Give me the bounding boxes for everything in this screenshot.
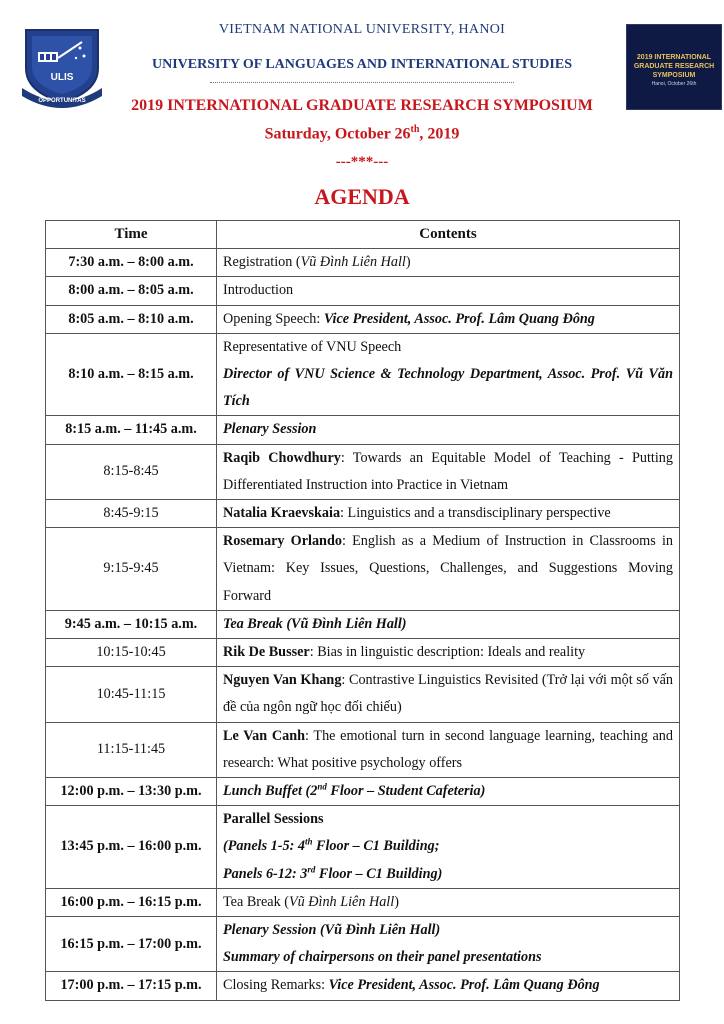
header-divider: ---***--- [335, 154, 389, 170]
table-row [46, 277, 680, 305]
row-time: 8:10 a.m. – 8:15 a.m. [46, 333, 217, 416]
table-row [46, 249, 680, 277]
table-row [46, 778, 680, 806]
row-contents: Raqib Chowdhury: Towards an Equitable Model of Teaching - Putting Differentiated Instruction into Practice in Vietnam [217, 444, 680, 499]
row-contents: Le Van Canh: The emotional turn in second language learning, teaching and research: What positive psychology offers [217, 722, 680, 777]
header-rule [210, 82, 514, 83]
row-contents: Natalia Kraevskaia: Linguistics and a transdisciplinary perspective [217, 500, 680, 528]
row-contents: Rik De Busser: Bias in linguistic description: Ideals and reality [217, 639, 680, 667]
table-row [46, 972, 680, 1000]
row-time: 7:30 a.m. – 8:00 a.m. [46, 249, 217, 277]
header-symposium: 2019 INTERNATIONAL GRADUATE RESEARCH SYMPOSIUM [131, 97, 593, 114]
row-time: 8:15 a.m. – 11:45 a.m. [46, 416, 217, 444]
table-row [46, 333, 680, 416]
row-time: 8:45-9:15 [46, 500, 217, 528]
row-time: 11:15-11:45 [46, 722, 217, 777]
table-row [46, 639, 680, 667]
row-contents: Introduction [217, 277, 680, 305]
header-date: Saturday, October 26th, 2019 [264, 124, 460, 143]
table-row [46, 917, 680, 972]
page-title: AGENDA [314, 184, 410, 209]
table-row [46, 667, 680, 722]
table-row [46, 806, 680, 889]
row-contents: Nguyen Van Khang: Contrastive Linguistics Revisited (Trở lại với một số vấn đề của ngôn ngữ học đối chiếu) [217, 667, 680, 722]
row-time: 9:45 a.m. – 10:15 a.m. [46, 610, 217, 638]
col-contents-header: Contents [217, 221, 680, 249]
row-time: 17:00 p.m. – 17:15 p.m. [46, 972, 217, 1000]
row-contents: Opening Speech: Vice President, Assoc. Prof. Lâm Quang Đông [217, 305, 680, 333]
table-row [46, 888, 680, 916]
table-row [46, 416, 680, 444]
row-time: 16:15 p.m. – 17:00 p.m. [46, 917, 217, 972]
row-contents: Representative of VNU Speech Director of VNU Science & Technology Department, Assoc. Prof. Vũ Văn Tích [217, 333, 680, 416]
row-contents: Parallel Sessions (Panels 1-5: 4th Floor – C1 Building; Panels 6-12: 3rd Floor – C1 Building) [217, 806, 680, 889]
agenda-table [45, 220, 680, 1001]
row-contents: Registration (Vũ Đình Liên Hall) [217, 249, 680, 277]
row-contents: Plenary Session [217, 416, 680, 444]
table-row [46, 610, 680, 638]
badge-title: 2019 INTERNATIONAL GRADUATE RESEARCH SYMPOSIUM [633, 54, 715, 79]
row-time: 8:15-8:45 [46, 444, 217, 499]
row-contents: Tea Break (Vũ Đình Liên Hall) [217, 610, 680, 638]
row-time: 8:05 a.m. – 8:10 a.m. [46, 305, 217, 333]
row-contents: Plenary Session (Vũ Đình Liên Hall) Summary of chairpersons on their panel presentations [217, 917, 680, 972]
table-row [46, 444, 680, 499]
row-contents: Rosemary Orlando: English as a Medium of Instruction in Classrooms in Vietnam: Key Issues, Questions, Challenges, and Suggestions Moving Forward [217, 528, 680, 611]
header-university: UNIVERSITY OF LANGUAGES AND INTERNATIONAL STUDIES [152, 57, 572, 72]
row-contents: Closing Remarks: Vice President, Assoc. Prof. Lâm Quang Đông [217, 972, 680, 1000]
col-time-header: Time [46, 221, 217, 249]
row-time: 12:00 p.m. – 13:30 p.m. [46, 778, 217, 806]
row-time: 16:00 p.m. – 16:15 p.m. [46, 888, 217, 916]
table-row [46, 722, 680, 777]
badge-date: Hanoi, October 26th [651, 81, 697, 87]
table-row [46, 528, 680, 611]
table-row [46, 305, 680, 333]
logo-ulis-text: ULIS [50, 72, 74, 83]
header-national-university: VIETNAM NATIONAL UNIVERSITY, HANOI [218, 22, 506, 37]
row-time: 8:00 a.m. – 8:05 a.m. [46, 277, 217, 305]
row-time: 9:15-9:45 [46, 528, 217, 611]
table-header-row [46, 221, 680, 249]
row-time: 10:15-10:45 [46, 639, 217, 667]
table-row [46, 500, 680, 528]
row-time: 10:45-11:15 [46, 667, 217, 722]
row-contents: Lunch Buffet (2nd Floor – Student Cafeteria) [217, 778, 680, 806]
row-contents: Tea Break (Vũ Đình Liên Hall) [217, 888, 680, 916]
logo-motto-text: OPPORTUNITAS [38, 98, 86, 104]
row-time: 13:45 p.m. – 16:00 p.m. [46, 806, 217, 889]
